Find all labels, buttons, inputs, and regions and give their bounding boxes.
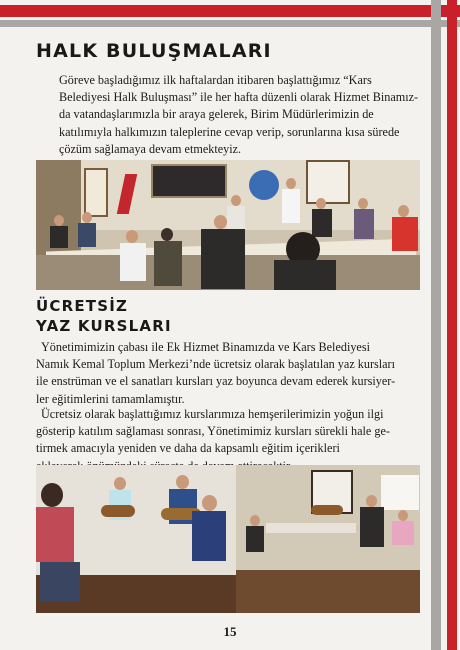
music-course-photo [36, 465, 420, 613]
top-red-stripe [0, 5, 460, 17]
courses-p2-line-3: tirmek amacıyla yeniden ve daha da kapsamlı eğitim içerikleri [36, 441, 340, 456]
courses-p1-line-4: ler eğitimlerini tamamlamıştır. [36, 391, 185, 406]
section-title-ucretsiz-yaz-kurslari [36, 296, 172, 336]
courses-p1-line-3: ile enstrüman ve el sanatları kursları yaz boyunca devam ederek kursiyer- [36, 374, 396, 389]
right-gray-stripe [431, 0, 441, 650]
meeting-line-4: katılımıyla halkımızın taleplerine cevap verip, sorunlarına kısa sürede [59, 124, 400, 139]
top-gray-stripe [0, 20, 460, 27]
section-title-halk-bulusmalari: HALK BULUŞMALARI [36, 40, 272, 62]
courses-p2-line-1: Ücretsiz olarak başlattığımız kurslarımıza hemşerilerimizin yoğun ilgi [41, 407, 384, 421]
meeting-line-5: çözüm sağlamaya devam etmekteyiz. [59, 141, 242, 156]
meeting-line-2: Belediyesi Halk Buluşması” ile her hafta düzenli olarak Hizmet Binamız- [59, 90, 419, 105]
meeting-paragraph [36, 72, 420, 158]
page-number: 15 [223, 624, 237, 639]
section-title-line-2: YAZ KURSLARI [36, 317, 172, 335]
courses-p1-line-2: Namık Kemal Toplum Merkezi’nde ücretsiz olarak başlatılan yaz kursları [36, 357, 396, 372]
courses-p2-line-2: gösterip katılım sağlaması sonrası, Yönetimimiz kursları sürekli hale ge- [36, 424, 390, 439]
right-red-stripe [447, 0, 457, 650]
meeting-line-1: Göreve başladığımız ilk haftalardan itibaren başlattığımız “Kars [59, 73, 372, 87]
meeting-line-3: da vatandaşlarımızla bir araya gelerek, Birim Müdürlerimizin de [59, 107, 374, 122]
section-title-line-1: ÜCRETSİZ [36, 297, 129, 315]
courses-p1-line-1: Yönetimimizin çabası ile Ek Hizmet Binamızda ve Kars Belediyesi [41, 340, 370, 354]
public-meeting-photo [36, 160, 420, 290]
courses-paragraph-1 [36, 339, 420, 408]
